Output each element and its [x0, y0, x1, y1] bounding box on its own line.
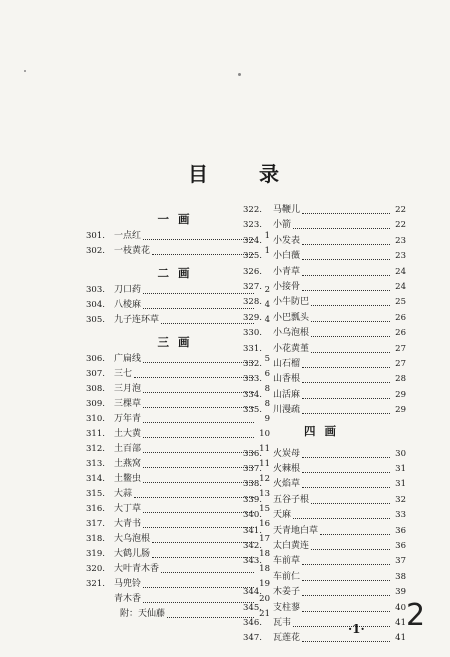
toc-entry	[243, 616, 406, 630]
entry-page-number: 1	[264, 231, 270, 241]
dot-leader	[143, 526, 254, 528]
page-number: ·1·	[348, 622, 365, 636]
entry-page-number: 13	[259, 489, 270, 499]
entry-number: 332.	[243, 359, 262, 369]
dot-leader	[311, 351, 390, 353]
entry-page-number: 23	[395, 251, 406, 262]
entry-title: 一枝黄花	[114, 246, 151, 256]
entry-number: 309.	[86, 399, 105, 409]
dot-leader	[143, 436, 254, 438]
entry-page-number: 15	[259, 504, 270, 514]
toc-entry	[243, 372, 406, 386]
toc-entry	[243, 539, 406, 553]
toc-entry	[243, 524, 406, 538]
entry-page-number: 37	[395, 556, 406, 567]
section-heading: 二画	[157, 266, 199, 280]
dot-leader	[302, 243, 390, 245]
toc-entry	[243, 585, 406, 599]
entry-title: 大叶青木香	[114, 564, 160, 574]
entry-title: 小花黄堇	[273, 343, 310, 354]
entry-page-number: 24	[395, 266, 406, 277]
entry-page-number: 31	[395, 479, 406, 490]
dot-leader	[302, 594, 390, 596]
entry-number: 312.	[86, 444, 105, 454]
entry-title: 一点红	[114, 231, 142, 241]
dot-leader	[143, 421, 254, 423]
toc-entry	[243, 508, 406, 522]
dot-leader	[302, 366, 390, 368]
entry-page-number: 33	[395, 510, 406, 521]
entry-page-number: 29	[395, 405, 406, 416]
entry-number: 328.	[243, 297, 262, 308]
dot-leader	[161, 571, 254, 573]
entry-page-number: 29	[395, 389, 406, 400]
entry-page-number: 4	[264, 315, 270, 325]
toc-entry	[243, 477, 406, 491]
entry-page-number: 17	[259, 534, 270, 544]
entry-page-number: 2	[264, 285, 270, 295]
entry-title: 土百部	[114, 444, 142, 454]
entry-page-number: 39	[395, 587, 406, 598]
page-title: 目 录	[188, 162, 301, 186]
toc-entry	[243, 249, 406, 263]
entry-title: 山石榴	[273, 359, 301, 369]
section-heading: 一画	[157, 212, 199, 226]
entry-number: 339.	[243, 494, 262, 505]
entry-title: 三棵草	[114, 399, 142, 409]
entry-title: 大丁草	[114, 504, 142, 514]
entry-title: 大乌泡根	[114, 534, 151, 544]
entry-number: 314.	[86, 474, 105, 484]
entry-title: 大青书	[114, 519, 142, 529]
entry-number: 345.	[243, 602, 262, 613]
dot-leader	[302, 212, 390, 214]
entry-number: 347.	[243, 633, 262, 644]
entry-title: 火棘根	[273, 464, 301, 474]
entry-title: 小牛防巴	[273, 297, 310, 308]
toc-entry	[243, 570, 406, 584]
entry-page-number: 19	[259, 579, 270, 589]
dot-leader	[311, 304, 390, 306]
toc-entry	[243, 311, 406, 325]
entry-page-number: 8	[264, 384, 270, 394]
dot-leader	[320, 533, 390, 535]
toc-entry	[243, 218, 406, 232]
toc-entry	[243, 265, 406, 279]
toc-entry	[243, 326, 406, 340]
dot-leader	[302, 258, 390, 260]
entry-title: 小巴瓢头	[273, 312, 310, 323]
entry-number: 323.	[243, 220, 262, 231]
dot-leader	[143, 238, 254, 240]
entry-page-number: 32	[395, 494, 406, 505]
entry-number: 337.	[243, 464, 262, 474]
dot-leader	[311, 548, 390, 550]
entry-number: 315.	[86, 489, 105, 499]
entry-title: 小箭	[273, 220, 292, 231]
dot-leader	[302, 274, 390, 276]
entry-page-number: 31	[395, 464, 406, 474]
entry-page-number: 40	[395, 602, 406, 613]
toc-entry	[243, 234, 406, 248]
entry-title: 瓦韦	[273, 618, 292, 628]
entry-title: 火焰草	[273, 479, 301, 490]
entry-title: 九子连环草	[114, 315, 160, 325]
entry-number: 307.	[86, 369, 105, 379]
entry-title: 青木香	[114, 594, 142, 604]
entry-title: 小接骨	[273, 282, 301, 292]
entry-title: 三月泡	[114, 384, 142, 394]
entry-title: 土大黄	[114, 429, 142, 439]
entry-page-number: 18	[259, 549, 270, 559]
entry-number: 324.	[243, 235, 262, 246]
entry-title: 土燕窝	[114, 459, 142, 469]
entry-number: 303.	[86, 285, 105, 295]
print-speck	[24, 70, 26, 72]
dot-leader	[152, 541, 254, 543]
entry-title: 马兜铃	[114, 579, 142, 589]
entry-page-number: 10	[259, 429, 270, 439]
entry-number: 322.	[243, 205, 262, 215]
entry-number: 316.	[86, 504, 105, 514]
entry-page-number: 4	[264, 300, 270, 310]
entry-number: 318.	[86, 534, 105, 544]
dot-leader	[302, 563, 390, 565]
toc-entry	[243, 462, 406, 476]
dot-leader	[143, 292, 254, 294]
entry-number: 320.	[86, 564, 105, 574]
entry-title: 小发表	[273, 235, 301, 246]
entry-number: 319.	[86, 549, 105, 559]
toc-entry	[243, 403, 406, 417]
entry-page-number: 1	[264, 246, 270, 256]
toc-entry	[243, 554, 406, 568]
entry-title: 车前草	[273, 556, 301, 567]
entry-number: 326.	[243, 266, 262, 277]
dot-leader	[152, 253, 254, 255]
dot-leader	[293, 517, 390, 519]
entry-page-number: 41	[395, 633, 406, 644]
entry-title: 三七	[114, 369, 133, 379]
entry-number: 305.	[86, 315, 105, 325]
entry-title: 小乌泡根	[273, 328, 310, 339]
dot-leader	[143, 481, 254, 483]
entry-page-number: 41	[395, 618, 406, 628]
entry-number: 334.	[243, 389, 262, 400]
print-speck	[238, 73, 241, 76]
entry-title: 大鹤儿肠	[114, 549, 151, 559]
dot-leader	[302, 456, 390, 458]
entry-number: 336.	[243, 448, 262, 459]
entry-title: 车前仁	[273, 571, 301, 582]
entry-title: 八棱麻	[114, 300, 142, 310]
toc-entry	[243, 280, 406, 294]
entry-number: 311.	[86, 429, 105, 439]
entry-title: 山香根	[273, 374, 301, 385]
entry-number: 346.	[243, 618, 262, 628]
toc-entry	[243, 357, 406, 371]
entry-number: 327.	[243, 282, 262, 292]
dot-leader	[293, 227, 390, 229]
section-heading: 三画	[157, 335, 199, 349]
dot-leader	[302, 412, 390, 414]
entry-number: 329.	[243, 312, 262, 323]
entry-page-number: 23	[395, 235, 406, 246]
toc-entry	[243, 342, 406, 356]
entry-title: 山活麻	[273, 389, 301, 400]
entry-title: 刀口药	[114, 285, 142, 295]
dot-leader	[311, 320, 390, 322]
entry-number: 310.	[86, 414, 105, 424]
entry-title: 五谷子根	[273, 494, 310, 505]
entry-title: 天麻	[273, 510, 292, 521]
dot-leader	[302, 640, 390, 642]
dot-leader	[311, 502, 390, 504]
entry-page-number: 30	[395, 448, 406, 459]
dot-leader	[293, 625, 390, 627]
dot-leader	[143, 451, 254, 453]
entry-title: 太白黄连	[273, 541, 310, 551]
dot-leader	[302, 486, 390, 488]
handwritten-mark: 2	[406, 598, 426, 633]
entry-page-number: 9	[264, 414, 270, 424]
dot-leader	[143, 586, 254, 588]
dot-leader	[143, 406, 254, 408]
dot-leader	[167, 616, 254, 618]
dot-leader	[152, 556, 254, 558]
entry-number: 335.	[243, 405, 262, 416]
entry-title: 大蒜	[114, 489, 133, 499]
entry-page-number: 18	[259, 564, 270, 574]
entry-title: 马鞭儿	[273, 205, 301, 215]
entry-page-number: 8	[264, 399, 270, 409]
dot-leader	[302, 397, 390, 399]
entry-title: 木姜子	[273, 587, 301, 598]
entry-page-number: 24	[395, 282, 406, 292]
entry-page-number: 11	[259, 459, 270, 469]
toc-entry	[243, 601, 406, 615]
entry-page-number: 21	[259, 609, 270, 619]
entry-page-number: 28	[395, 374, 406, 385]
section-heading: 四画	[304, 423, 345, 438]
entry-number: 342.	[243, 541, 262, 551]
entry-title: 天青地白草	[273, 525, 319, 536]
entry-title: 万年青	[114, 414, 142, 424]
dot-leader	[302, 579, 390, 581]
entry-page-number: 16	[259, 519, 270, 529]
entry-number: 313.	[86, 459, 105, 469]
entry-number: 301.	[86, 231, 105, 241]
entry-number: 343.	[243, 556, 262, 567]
entry-page-number: 11	[259, 444, 270, 454]
toc-entry	[243, 295, 406, 309]
dot-leader	[134, 376, 254, 378]
dot-leader	[143, 511, 254, 513]
entry-number: 325.	[243, 251, 262, 262]
entry-title: 小青草	[273, 266, 301, 277]
toc-entry	[243, 493, 406, 507]
dot-leader	[302, 289, 390, 291]
entry-page-number: 25	[395, 297, 406, 308]
entry-page-number: 22	[395, 205, 406, 215]
entry-number: 302.	[86, 246, 105, 256]
entry-number: 331.	[243, 343, 262, 354]
dot-leader	[143, 391, 254, 393]
entry-page-number: 5	[264, 354, 270, 364]
entry-title: 小白薇	[273, 251, 301, 262]
dot-leader	[302, 610, 390, 612]
dot-leader	[143, 361, 254, 363]
entry-title: 川漫疏	[273, 405, 301, 416]
entry-number: 344.	[243, 587, 262, 598]
entry-number: 333.	[243, 374, 262, 385]
entry-title: 支柱蓼	[273, 602, 301, 613]
entry-number: 340.	[243, 510, 262, 521]
dot-leader	[161, 322, 254, 324]
entry-page-number: 22	[395, 220, 406, 231]
entry-page-number: 36	[395, 541, 406, 551]
entry-number: 308.	[86, 384, 105, 394]
entry-page-number: 20	[259, 594, 270, 604]
toc-entry	[243, 447, 406, 461]
entry-title: 火炭母	[273, 448, 301, 459]
entry-title: 广扁线	[114, 354, 142, 364]
toc-entry	[243, 203, 406, 217]
dot-leader	[143, 466, 254, 468]
entry-page-number: 6	[264, 369, 270, 379]
entry-number: 317.	[86, 519, 105, 529]
entry-page-number: 38	[395, 571, 406, 582]
entry-page-number: 26	[395, 312, 406, 323]
entry-title: 附：天仙藤	[120, 609, 166, 619]
dot-leader	[134, 496, 254, 498]
entry-page-number: 36	[395, 525, 406, 536]
entry-title: 土鳖虫	[114, 474, 142, 484]
entry-number: 338.	[243, 479, 262, 490]
dot-leader	[143, 307, 254, 309]
entry-page-number: 27	[395, 359, 406, 369]
dot-leader	[143, 601, 254, 603]
entry-number: 330.	[243, 328, 262, 339]
entry-title: 瓦莲花	[273, 633, 301, 644]
entry-number: 306.	[86, 354, 105, 364]
entry-number: 321.	[86, 579, 105, 589]
entry-page-number: 27	[395, 343, 406, 354]
toc-entry	[243, 631, 406, 645]
dot-leader	[302, 471, 390, 473]
dot-leader	[311, 335, 390, 337]
dot-leader	[302, 381, 390, 383]
entry-page-number: 12	[259, 474, 270, 484]
entry-page-number: 26	[395, 328, 406, 339]
entry-number: 341.	[243, 525, 262, 536]
toc-entry	[243, 388, 406, 402]
entry-number: 304.	[86, 300, 105, 310]
